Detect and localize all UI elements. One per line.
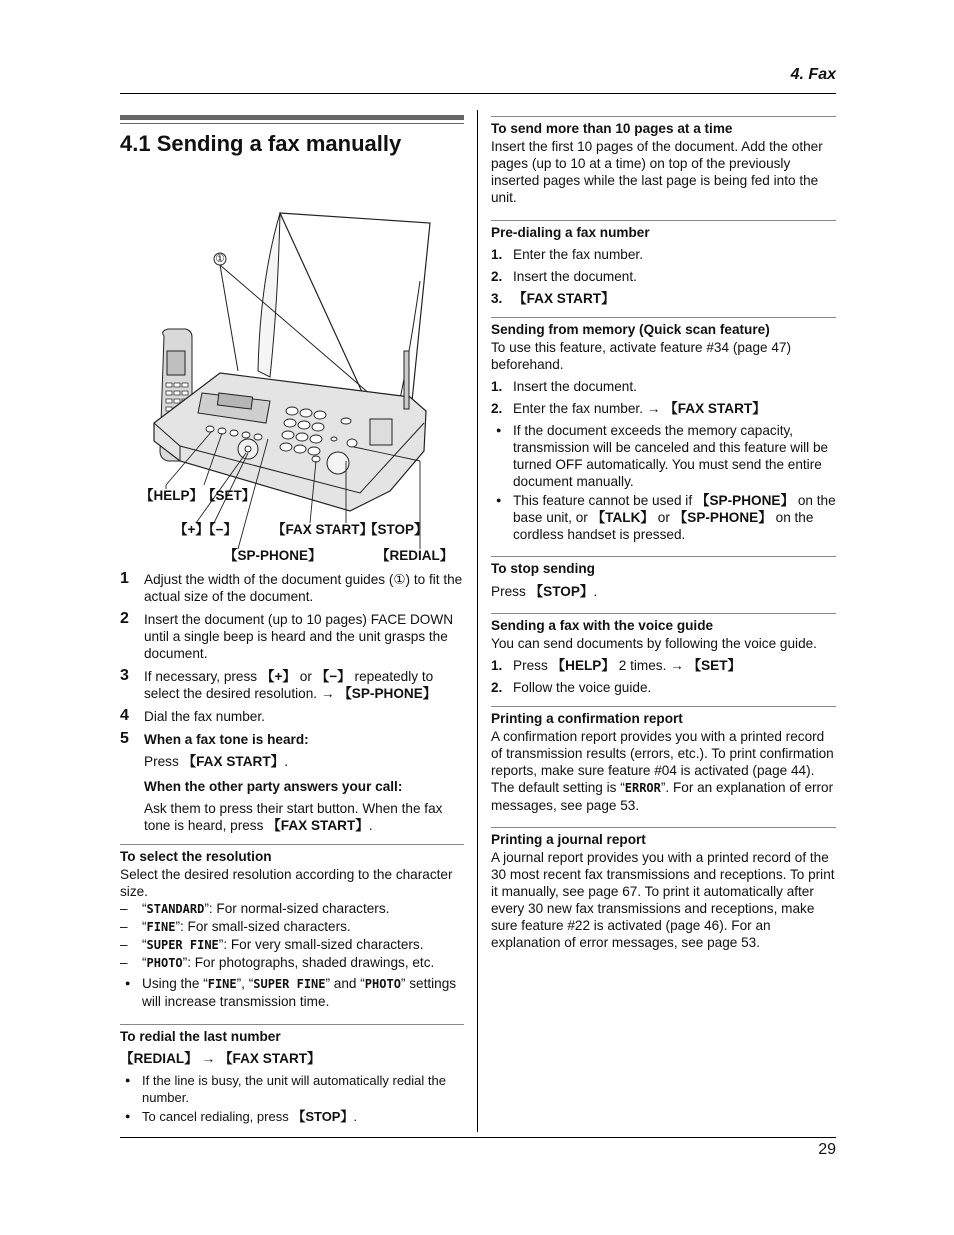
footer-rule (120, 1137, 836, 1138)
resolution-photo: – “PHOTO”: For photographs, shaded drawings, etc. (120, 954, 464, 972)
voice-guide-section: Sending a fax with the voice guide You can send documents by following the voice guide. 1. Press 【HELP】 2 times. → 【SET】 2. Follow the voice guide. (491, 613, 836, 696)
step-3: 3 If necessary, press 【+】 or 【−】 repeatedly to select the desired resolution. → 【SP-PHONE】 (120, 667, 437, 701)
step-5: 5 When a fax tone is heard: Press 【FAX START】. When the other party answers your call: Ask them to press their start button. When the fax tone is heard, press 【FAX START】. (120, 730, 443, 833)
page-number: 29 (818, 1141, 836, 1158)
help-label: 【HELP】 (140, 488, 204, 503)
resolution-fine: – “FINE”: For small-sized characters. (120, 918, 464, 936)
predial-section: Pre-dialing a fax number 1. Enter the fax number. 2. Insert the document. 3. 【FAX START】 (491, 220, 836, 307)
redial-keys: 【REDIAL】 → 【FAX START】 (120, 1051, 321, 1066)
callout-marker: ① (215, 253, 225, 265)
step-1: 1 Adjust the width of the document guides (①) to fit the actual size of the document. (120, 570, 463, 604)
set-label: 【SET】 (202, 488, 256, 503)
memory-section: Sending from memory (Quick scan feature) To use this feature, activate feature #34 (page 47) beforehand. 1. Insert the document. 2. Enter the fax number. → 【FAX START】 ● If the document exceeds the memory capacity, transmission will be canceled and this feature will be turned OFF automatically. You must send the entire document manually. ● This feature cannot be used if 【SP-PHONE】 on the base unit, or 【TALK】 or 【SP-PHONE】 on the cordless handset is pressed. (491, 317, 836, 543)
resolution-section: To select the resolution Select the desired resolution according to the character size. – “STANDARD”: For normal-sized characters. – “FINE”: For small-sized characters. – “SUPER FINE”: For very small-sized characters. – “PHOTO”: For photographs, shaded drawings, etc. ● Using the “FINE”, “SUPER FINE” and “PHOTO” settings will increase transmission time. (120, 844, 464, 1010)
confirmation-report-section: Printing a confirmation report A confirmation report provides you with a printed record of transmission results (errors, etc.). To print confirmation reports, make sure feature #04 is activated (page 44). The default setting is “ERROR”. For an explanation of error messages, see page 53. (491, 706, 836, 814)
page-title: 4.1 Sending a fax manually (120, 131, 402, 156)
resolution-standard: – “STANDARD”: For normal-sized characters. (120, 900, 464, 918)
resolution-note: ● Using the “FINE”, “SUPER FINE” and “PHOTO” settings will increase transmission time. (120, 975, 464, 1010)
left-column (120, 115, 464, 1127)
steps-list (120, 571, 464, 834)
sp-phone-label: 【SP-PHONE】 (224, 548, 322, 563)
fax-machine-figure (120, 161, 464, 563)
more-pages-section: To send more than 10 pages at a time Insert the first 10 pages of the document. Add the other pages (up to 10 at a time) on top of the previously inserted pages while the last page is being fed into the unit. (491, 116, 836, 206)
right-column (491, 115, 836, 951)
page-header (120, 66, 836, 94)
fax-start-label: 【FAX START】 (272, 522, 373, 537)
step-2: 2 Insert the document (up to 10 pages) FACE DOWN until a single beep is heard and the unit grasps the document. (120, 610, 454, 661)
redial-section: To redial the last number 【REDIAL】 → 【FAX START】 ● If the line is busy, the unit will automatically redial the number. ● To cancel redialing, press 【STOP】. (120, 1024, 464, 1125)
journal-report-section: Printing a journal report A journal report provides you with a printed record of the 30 most recent fax transmissions and receptions. To print it manually, see page 67. To print it automatically after every 30 new fax transmissions and receptions, make sure feature #22 is activated (page 46). For an explanation of error messages, see page 53. (491, 827, 836, 951)
section-title: 4. Fax (790, 66, 836, 83)
step-4: 4 Dial the fax number. (120, 707, 265, 724)
resolution-super-fine: – “SUPER FINE”: For very small-sized characters. (120, 936, 464, 954)
stop-section: To stop sending Press 【STOP】. (491, 556, 836, 600)
stop-label: 【STOP】 (364, 522, 428, 537)
redial-label: 【REDIAL】 (376, 548, 454, 563)
column-divider (477, 110, 478, 1132)
title-rule (120, 115, 464, 124)
plus-minus-label: 【+】【−】 (174, 522, 238, 537)
